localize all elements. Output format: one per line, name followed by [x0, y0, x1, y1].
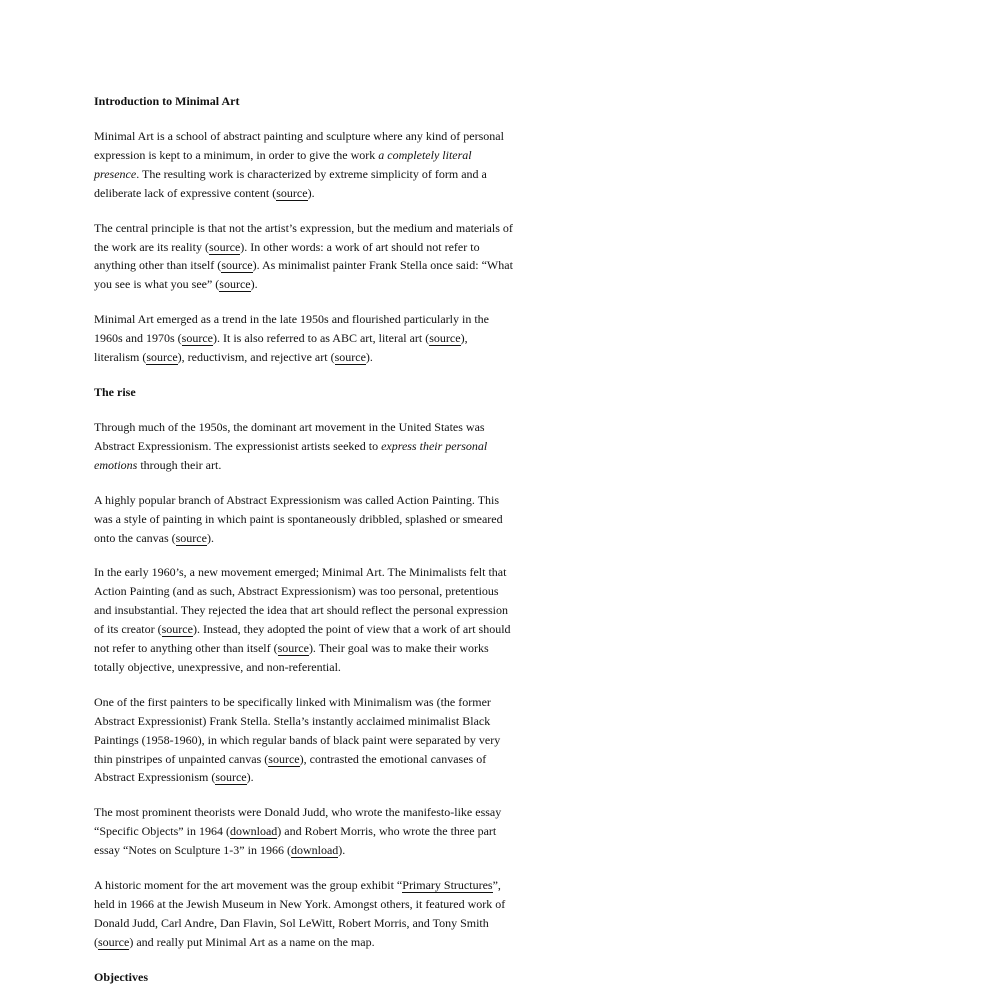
source-link[interactable]: source [161, 622, 193, 637]
heading-introduction: Introduction to Minimal Art [94, 94, 240, 108]
paragraph-definition: Minimal Art is a school of abstract painting and sculpture where any kind of personal expression is kept to a minimum, in order to give the work a completely literal presence. The resulting work is characterized by extreme simplicity of form and a deliberate lack of expressive content (source). [94, 129, 504, 200]
paragraph-new-movement: In the early 1960’s, a new movement emerged; Minimal Art. The Minimalists felt that Action Painting (and as such, Abstract Expressionism) was too personal, pretentious and insubstantial. They rejected the idea that art should reflect the personal expression of its creator (source). Instead, they adopted the point of view that a work of art should not refer to anything other than itself (source). Their goal was to make their works totally objective, unexpressive, and non-referential. [94, 565, 511, 674]
heading-the-rise: The rise [94, 384, 136, 399]
paragraph-primary-structures: A historic moment for the art movement was the group exhibit “Primary Structures”, held in 1966 at the Jewish Museum in New York. Amongst others, it featured work of Donald Judd, Carl Andre, Dan Flavin, Sol LeWitt, Robert Morris, and Tony Smith (source) and really put Minimal Art as a name on the map. [94, 878, 506, 949]
article [94, 92, 514, 987]
paragraph-central-principle: The central principle is that not the artist’s expression, but the medium and materials of the work are its reality (source). In other words: a work of art should not refer to anything other than itself (source). As minimalist painter Frank Stella once said: “What you see is what you see” (source). [94, 220, 513, 292]
source-link[interactable]: source [146, 350, 178, 365]
source-link[interactable]: source [181, 331, 213, 346]
source-link[interactable]: source [219, 277, 251, 292]
source-link[interactable]: source [175, 530, 207, 545]
paragraph-frank-stella: One of the first painters to be specifically linked with Minimalism was (the former Abstract Expressionist) Frank Stella. Stella’s instantly acclaimed minimalist Black Paintings (1958-1960), in which regular bands of black paint were separated by very thin pinstripes of unpainted canvas (source), contrasted the emotional canvases of Abstract Expressionism (source). [94, 694, 501, 785]
download-link[interactable]: download [229, 824, 278, 839]
source-link[interactable]: source [98, 934, 130, 949]
source-link[interactable]: source [276, 185, 308, 200]
download-link[interactable]: download [290, 843, 339, 858]
paragraph-theorists: The most prominent theorists were Donald Judd, who wrote the manifesto-like essay “Specific Objects” in 1964 (download) and Robert Morris, who wrote the three part essay “Notes on Sculpture 1-3” in 1966 (download). [94, 805, 502, 858]
source-link[interactable]: source [208, 239, 241, 254]
paragraph-emergence: Minimal Art emerged as a trend in the late 1950s and flourished particularly in the 1960s and 1970s (source). It is also referred to as ABC art, literal art (source), literalism (source), reductivism, and rejective art (source). [94, 312, 490, 365]
source-link[interactable]: source [277, 641, 309, 656]
source-link[interactable]: source [429, 331, 461, 346]
source-link[interactable]: source [215, 770, 247, 785]
source-link[interactable]: source [221, 258, 253, 273]
paragraph-action-painting: A highly popular branch of Abstract Expressionism was called Action Painting. This was a style of painting in which paint is spontaneously dribbled, splashed or smeared onto the canvas (source). [94, 492, 503, 545]
source-link[interactable]: source [334, 350, 366, 365]
source-link[interactable]: source [268, 751, 300, 766]
heading-objectives: Objectives [94, 969, 148, 984]
paragraph-abstract-expressionism: Through much of the 1950s, the dominant art movement in the United States was Abstract Expressionism. The expressionist artists seeked to express their personal emotions through their art. [94, 419, 488, 472]
primary-structures-link[interactable]: Primary Structures [402, 878, 493, 893]
